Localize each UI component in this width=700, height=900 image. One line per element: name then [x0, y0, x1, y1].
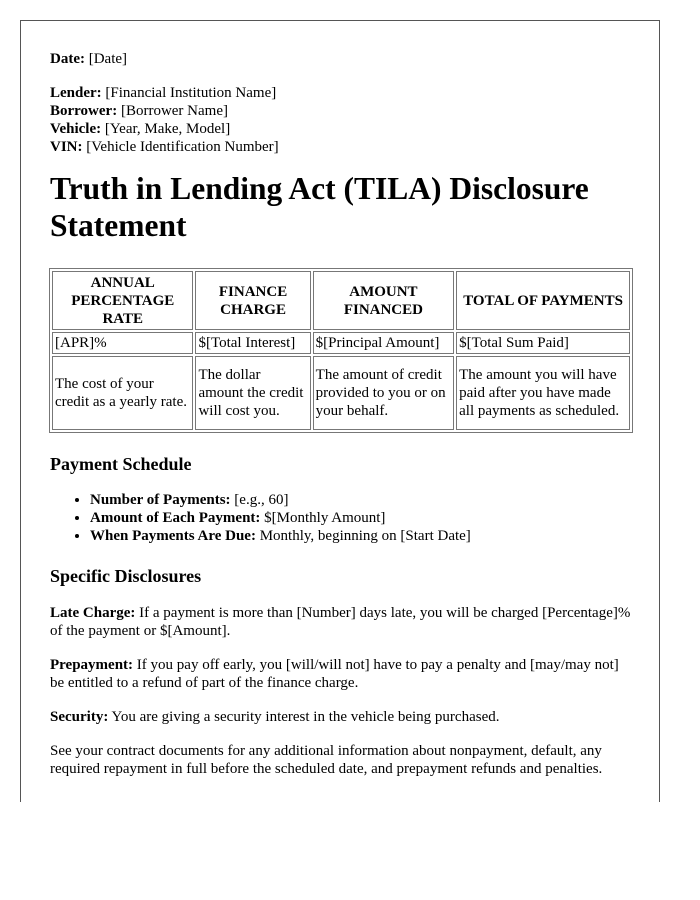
security-label: Security: — [50, 709, 109, 725]
finance-charge-value: $[Total Interest] — [195, 332, 310, 354]
vin-label: VIN: — [50, 139, 83, 155]
total-payments-value: $[Total Sum Paid] — [456, 332, 630, 354]
footer-note: See your contract documents for any additional information about nonpayment, default, any required repayment in full before the scheduled date, and prepayment refunds and penalties. — [50, 743, 603, 777]
borrower-value: [Borrower Name] — [120, 103, 228, 119]
header-apr: ANNUAL PERCENTAGE RATE — [52, 271, 193, 330]
late-charge-text: If a payment is more than [Number] days late, you will be charged [Percentage]% of the payment or $[Amount]. — [50, 605, 631, 639]
table-header-row — [52, 271, 630, 330]
late-charge-label: Late Charge: — [50, 605, 136, 621]
payment-due-value: Monthly, beginning on [Start Date] — [259, 528, 471, 544]
security-text: You are giving a security interest in the vehicle being purchased. — [111, 709, 500, 725]
borrower-label: Borrower: — [50, 103, 118, 119]
amount-financed-description: The amount of credit provided to you or on your behalf. — [313, 356, 454, 430]
prepayment-paragraph — [50, 656, 635, 692]
payment-amount-value: $[Monthly Amount] — [264, 510, 386, 526]
header-total-payments: TOTAL OF PAYMENTS — [456, 271, 630, 330]
list-item — [90, 491, 635, 509]
date-line — [50, 50, 635, 68]
lender-label: Lender: — [50, 85, 102, 101]
vehicle-label: Vehicle: — [50, 121, 102, 137]
payment-schedule-heading: Payment Schedule — [50, 454, 192, 474]
header-amount-financed: AMOUNT FINANCED — [313, 271, 454, 330]
borrower-line — [50, 102, 635, 120]
late-charge-paragraph — [50, 604, 635, 640]
vin-line — [50, 138, 635, 156]
vehicle-value: [Year, Make, Model] — [104, 121, 231, 137]
apr-value: [APR]% — [52, 332, 193, 354]
header-finance-charge: FINANCE CHARGE — [195, 271, 310, 330]
lender-line — [50, 84, 635, 102]
document-content — [50, 50, 635, 778]
list-item — [90, 527, 635, 545]
specific-disclosures-heading: Specific Disclosures — [50, 566, 202, 586]
finance-charge-description: The dollar amount the credit will cost you. — [195, 356, 310, 430]
number-of-payments-value: [e.g., 60] — [234, 492, 289, 508]
payment-due-label: When Payments Are Due: — [90, 528, 256, 544]
list-item — [90, 509, 635, 527]
prepayment-text: If you pay off early, you [will/will not] have to pay a penalty and [may/may not] be entitled to a refund of part of the finance charge. — [50, 657, 619, 691]
date-value: [Date] — [88, 51, 128, 67]
date-label: Date: — [50, 51, 85, 67]
prepayment-label: Prepayment: — [50, 657, 134, 673]
vehicle-line — [50, 120, 635, 138]
amount-financed-value: $[Principal Amount] — [313, 332, 454, 354]
disclosure-table — [49, 268, 633, 433]
document-page — [20, 20, 660, 802]
payment-schedule-list — [50, 491, 635, 545]
number-of-payments-label: Number of Payments: — [90, 492, 231, 508]
total-payments-description: The amount you will have paid after you have made all payments as scheduled. — [456, 356, 630, 430]
apr-description: The cost of your credit as a yearly rate. — [52, 356, 193, 430]
table-row — [52, 356, 630, 430]
lender-value: [Financial Institution Name] — [105, 85, 277, 101]
payment-amount-label: Amount of Each Payment: — [90, 510, 261, 526]
page-title: Truth in Lending Act (TILA) Disclosure Statement — [50, 171, 589, 243]
security-paragraph — [50, 708, 635, 726]
table-row — [52, 332, 630, 354]
vin-value: [Vehicle Identification Number] — [86, 139, 279, 155]
